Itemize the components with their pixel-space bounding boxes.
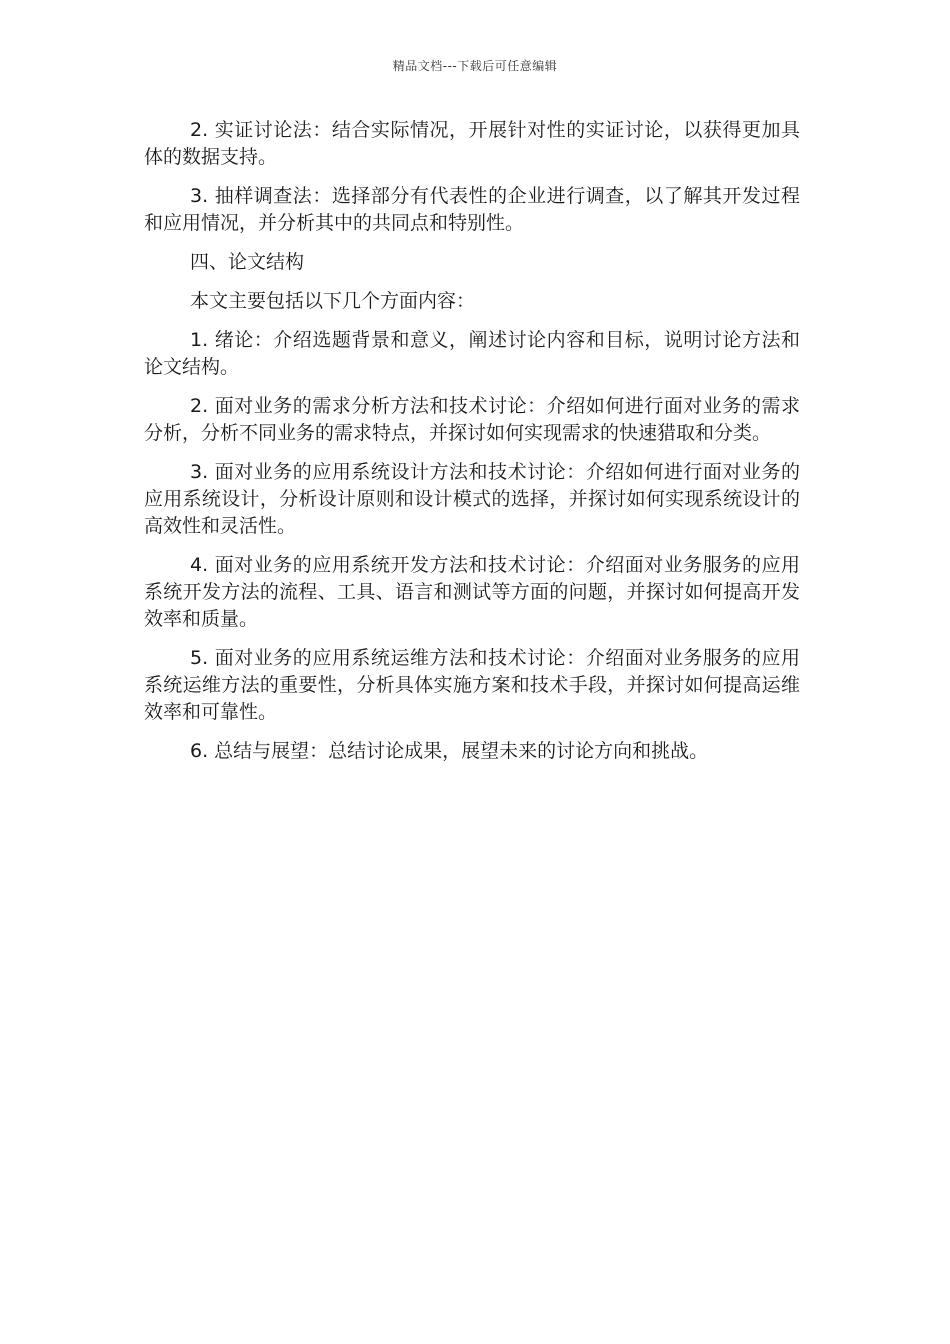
list-item-summary-outlook: 6. 总结与展望：总结讨论成果，展望未来的讨论方向和挑战。	[190, 740, 709, 762]
section-heading-thesis-structure: 四、论文结构	[190, 251, 305, 273]
list-item-system-development: 4. 面对业务的应用系统开发方法和技术讨论：介绍面对业务服务的应用系统开发方法的流程、工具、语言和测试等方面的问题，并探讨如何提高开发效率和质量。	[144, 554, 800, 630]
paragraph-empirical-method: 2. 实证讨论法：结合实际情况，开展针对性的实证讨论，以获得更加具体的数据支持。	[144, 119, 800, 168]
paragraph-sampling-method: 3. 抽样调查法：选择部分有代表性的企业进行调查，以了解其开发过程和应用情况，并分析其中的共同点和特别性。	[144, 185, 800, 234]
list-item-introduction: 1. 绪论：介绍选题背景和意义，阐述讨论内容和目标，说明讨论方法和论文结构。	[144, 329, 800, 378]
paragraph-structure-intro: 本文主要包括以下几个方面内容：	[190, 290, 476, 312]
document-body	[144, 117, 800, 777]
list-item-system-design: 3. 面对业务的应用系统设计方法和技术讨论：介绍如何进行面对业务的应用系统设计，分析设计原则和设计模式的选择，并探讨如何实现系统设计的高效性和灵活性。	[144, 461, 800, 537]
page-header: 精品文档---下载后可任意编辑	[392, 59, 558, 73]
list-item-system-operations: 5. 面对业务的应用系统运维方法和技术讨论：介绍面对业务服务的应用系统运维方法的重要性，分析具体实施方案和技术手段，并探讨如何提高运维效率和可靠性。	[144, 647, 800, 723]
list-item-requirements-analysis: 2. 面对业务的需求分析方法和技术讨论：介绍如何进行面对业务的需求分析，分析不同业务的需求特点，并探讨如何实现需求的快速猎取和分类。	[144, 395, 800, 444]
